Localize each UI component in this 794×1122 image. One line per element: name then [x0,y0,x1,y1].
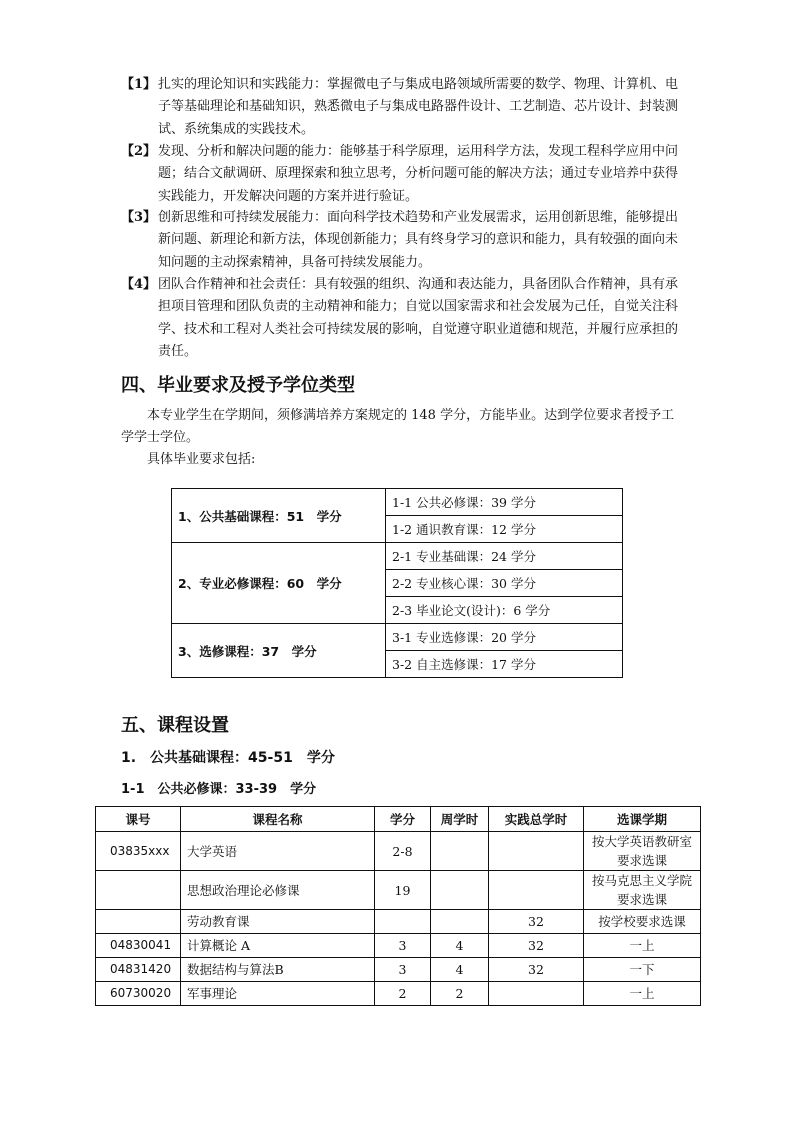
course-name: 大学英语 [181,832,375,871]
objective-item [121,141,686,208]
course-practice-hours [489,871,584,910]
requirements-intro: 具体毕业要求包括: [147,452,256,467]
table-row [96,934,701,958]
course-table [95,806,701,1006]
section-title: 五、课程设置 [121,715,229,736]
objective-number: 【1】 [121,77,157,92]
course-name: 劳动教育课 [181,910,375,934]
graduation-requirements-table [171,488,623,678]
course-weekly-hours: 4 [431,958,489,982]
course-credit: 2 [375,982,431,1006]
subsection-title: 1. 公共基础课程：45-51 学分 [121,750,335,766]
course-practice-hours: 32 [489,958,584,982]
course-code [96,910,181,934]
objective-text: 扎实的理论知识和实践能力：掌握微电子与集成电路领域所需要的数学、物理、计算机、电子等基础理论和基础知识，熟悉微电子与集成电路器件设计、工艺制造、芯片设计、封装测试、系统集成的实践技术。 [158,77,679,137]
objective-item [121,274,686,364]
table-row [96,958,701,982]
course-practice-hours [489,832,584,871]
course-practice-hours: 32 [489,910,584,934]
column-header: 学分 [375,807,431,832]
objective-text: 发现、分析和解决问题的能力：能够基于科学原理，运用科学方法，发现工程科学应用中问题；结合文献调研、原理探索和独立思考，分析问题可能的解决方法；通过专业培养中获得实践能力，开发解决问题的方案并进行验证。 [158,144,679,204]
requirement-item: 1-2 通识教育课：12 学分 [386,516,623,543]
course-term: 按马克思主义学院要求选课 [584,871,701,910]
objective-number: 【4】 [121,277,157,292]
table-row [96,910,701,934]
requirement-item: 3-2 自主选修课：17 学分 [386,651,623,678]
course-name: 军事理论 [181,982,375,1006]
column-header: 选课学期 [584,807,701,832]
objective-number: 【3】 [121,210,157,225]
table-header-row [96,807,701,832]
table-row [96,871,701,910]
course-practice-hours: 32 [489,934,584,958]
course-weekly-hours: 2 [431,982,489,1006]
course-code [96,871,181,910]
course-code: 60730020 [96,982,181,1006]
course-code: 04831420 [96,958,181,982]
section-title: 四、毕业要求及授予学位类型 [121,375,355,396]
column-header: 课程名称 [181,807,375,832]
course-practice-hours [489,982,584,1006]
course-name: 数据结构与算法B [181,958,375,982]
course-credit [375,910,431,934]
course-weekly-hours [431,832,489,871]
course-term: 一上 [584,982,701,1006]
course-weekly-hours [431,910,489,934]
group-label: 1、公共基础课程：51 学分 [172,489,386,543]
column-header: 课号 [96,807,181,832]
requirement-item: 3-1 专业选修课：20 学分 [386,624,623,651]
objective-item [121,74,686,141]
group-label: 2、专业必修课程：60 学分 [172,543,386,624]
course-code: 03835xxx [96,832,181,871]
requirement-item: 2-2 专业核心课：30 学分 [386,570,623,597]
course-credit: 2-8 [375,832,431,871]
graduation-paragraph: 本专业学生在学期间，须修满培养方案规定的 148 学分，方能毕业。达到学位要求者授予工学学士学位。 [121,408,675,445]
course-credit: 19 [375,871,431,910]
course-term: 一上 [584,934,701,958]
requirement-item: 2-3 毕业论文(设计)：6 学分 [386,597,623,624]
course-term: 按大学英语教研室要求选课 [584,832,701,871]
course-term: 按学校要求选课 [584,910,701,934]
table-row [96,982,701,1006]
group-label: 3、选修课程：37 学分 [172,624,386,678]
course-name: 思想政治理论必修课 [181,871,375,910]
requirement-item: 2-1 专业基础课：24 学分 [386,543,623,570]
table-row [172,489,623,516]
course-credit: 3 [375,958,431,982]
subsection-title: 1-1 公共必修课：33-39 学分 [121,782,317,797]
objective-text: 创新思维和可持续发展能力：面向科学技术趋势和产业发展需求，运用创新思维，能够提出新问题、新理论和新方法，体现创新能力；具有终身学习的意识和能力，具有较强的面向未知问题的主动探索精神，具备可持续发展能力。 [158,210,679,270]
column-header: 实践总学时 [489,807,584,832]
table-row [172,624,623,651]
course-weekly-hours [431,871,489,910]
objective-number: 【2】 [121,144,157,159]
course-code: 04830041 [96,934,181,958]
column-header: 周学时 [431,807,489,832]
table-row [96,832,701,871]
course-weekly-hours: 4 [431,934,489,958]
course-credit: 3 [375,934,431,958]
requirement-item: 1-1 公共必修课：39 学分 [386,489,623,516]
objective-text: 团队合作精神和社会责任：具有较强的组织、沟通和表达能力，具备团队合作精神，具有承担项目管理和团队负责的主动精神和能力；自觉以国家需求和社会发展为己任，自觉关注科学、技术和工程对人类社会可持续发展的影响，自觉遵守职业道德和规范，并履行应承担的责任。 [158,277,679,360]
objective-item [121,207,686,274]
table-row [172,543,623,570]
course-term: 一下 [584,958,701,982]
course-name: 计算概论 A [181,934,375,958]
